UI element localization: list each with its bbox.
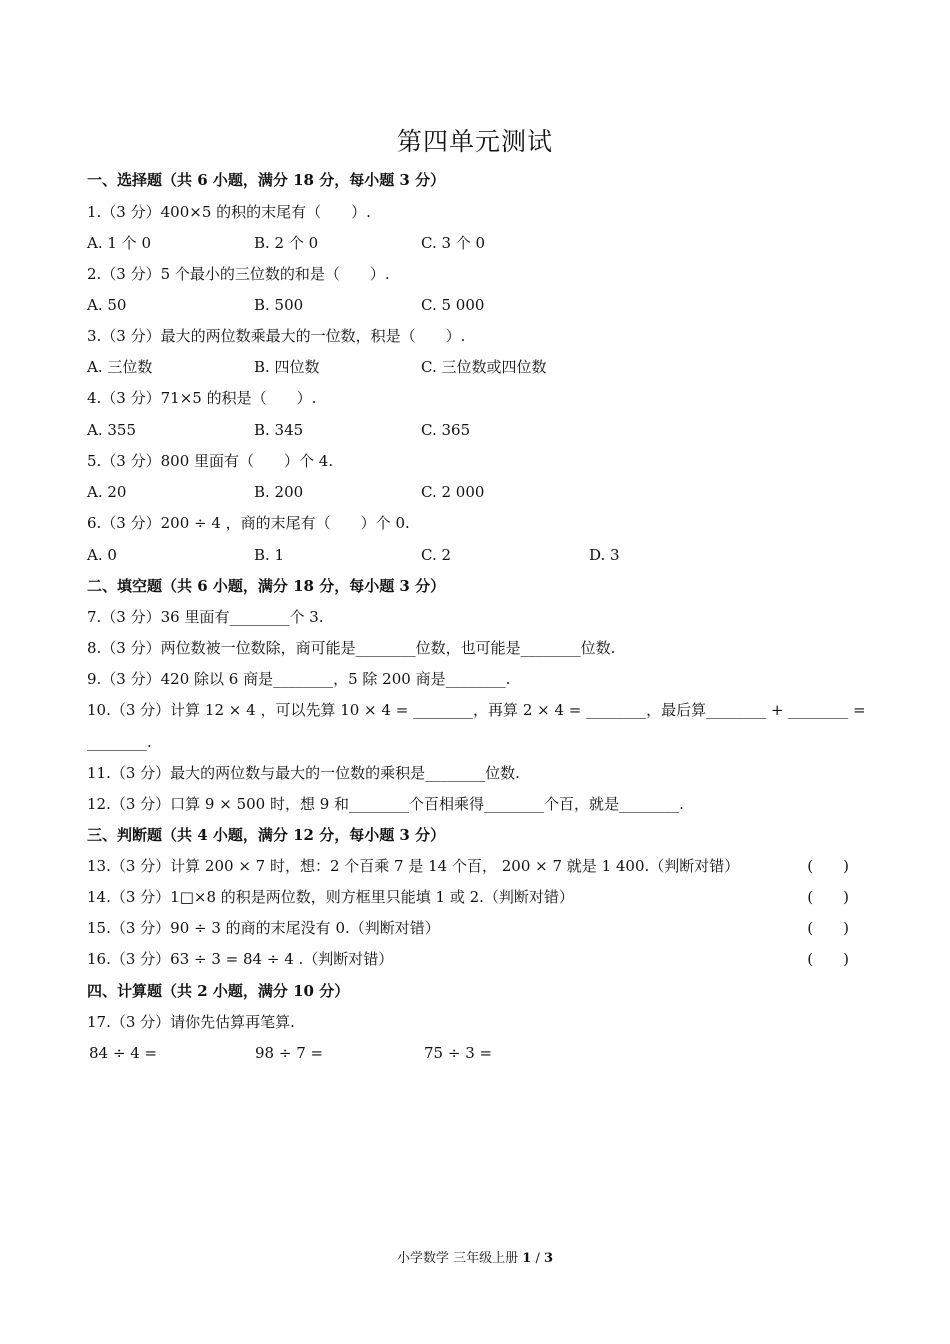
option-c[interactable]: C. 三位数或四位数 (421, 358, 547, 376)
options-5 (87, 482, 787, 502)
question-12: 12.（3 分）口算 9 × 500 时，想 9 和________个百相乘得________个百，就是________. (87, 795, 684, 813)
calc-items (87, 1043, 787, 1063)
question-11: 11.（3 分）最大的两位数与最大的一位数的乘积是________位数. (87, 764, 520, 782)
section-heading-judge: 三、判断题（共 4 小题，满分 12 分，每小题 3 分） (87, 826, 446, 844)
question-5: 5.（3 分）800 里面有（ ）个 4. (87, 452, 334, 470)
option-a[interactable]: A. 三位数 (87, 358, 153, 376)
calc-item-3: 75 ÷ 3 = (424, 1044, 493, 1062)
option-b[interactable]: B. 200 (254, 483, 304, 501)
answer-bracket-15[interactable]: ( ) (807, 919, 849, 937)
question-4: 4.（3 分）71×5 的积是（ ）. (87, 389, 317, 407)
answer-bracket-16[interactable]: ( ) (807, 950, 849, 968)
question-9: 9.（3 分）420 除以 6 商是________，5 除 200 商是________. (87, 670, 511, 688)
footer-page-number: 1 (522, 1251, 532, 1266)
question-16: 16.（3 分）63 ÷ 3 = 84 ÷ 4 .（判断对错） (87, 950, 394, 968)
question-8: 8.（3 分）两位数被一位数除，商可能是________位数，也可能是________位数. (87, 639, 616, 657)
footer-page-total: 3 (543, 1251, 554, 1266)
question-13: 13.（3 分）计算 200 × 7 时，想：2 个百乘 7 是 14 个百， 200 × 7 就是 1 400.（判断对错） (87, 857, 740, 875)
option-c[interactable]: C. 2 000 (421, 483, 485, 501)
question-6: 6.（3 分）200 ÷ 4 ，商的末尾有（ ）个 0. (87, 514, 410, 532)
option-b[interactable]: B. 345 (254, 421, 304, 439)
option-a[interactable]: A. 1 个 0 (87, 234, 151, 252)
section-heading-choice: 一、选择题（共 6 小题，满分 18 分，每小题 3 分） (87, 171, 446, 189)
option-c[interactable]: C. 3 个 0 (421, 234, 486, 252)
answer-bracket-13[interactable]: ( ) (807, 857, 849, 875)
options-1 (87, 233, 787, 253)
question-10: 10.（3 分）计算 12 × 4 ，可以先算 10 × 4 = ________，再算 2 × 4 = ________，最后算________ + ________ = (87, 701, 866, 719)
options-3 (87, 357, 787, 377)
option-a[interactable]: A. 20 (87, 483, 127, 501)
options-2 (87, 295, 787, 315)
options-4 (87, 420, 787, 440)
question-3: 3.（3 分）最大的两位数乘最大的一位数，积是（ ）. (87, 327, 466, 345)
footer-separator: / (531, 1251, 544, 1266)
question-10-continued: ________. (87, 733, 152, 751)
option-c[interactable]: C. 365 (421, 421, 471, 439)
option-a[interactable]: A. 0 (87, 546, 117, 564)
question-17: 17.（3 分）请你先估算再笔算. (87, 1013, 295, 1031)
option-c[interactable]: C. 5 000 (421, 296, 485, 314)
question-7: 7.（3 分）36 里面有________个 3. (87, 608, 324, 626)
question-14: 14.（3 分）1□×8 的积是两位数，则方框里只能填 1 或 2.（判断对错） (87, 888, 574, 906)
question-1: 1.（3 分）400×5 的积的末尾有（ ）. (87, 203, 371, 221)
option-a[interactable]: A. 50 (87, 296, 127, 314)
question-15: 15.（3 分）90 ÷ 3 的商的末尾没有 0.（判断对错） (87, 919, 440, 937)
option-c[interactable]: C. 2 (421, 546, 452, 564)
calc-item-2: 98 ÷ 7 = (255, 1044, 324, 1062)
option-b[interactable]: B. 1 (254, 546, 285, 564)
options-6 (87, 545, 787, 565)
option-b[interactable]: B. 2 个 0 (254, 234, 319, 252)
section-heading-fill: 二、填空题（共 6 小题，满分 18 分，每小题 3 分） (87, 577, 446, 595)
question-2: 2.（3 分）5 个最小的三位数的和是（ ）. (87, 265, 390, 283)
footer-text: 小学数学 三年级上册 (396, 1251, 519, 1266)
section-heading-calc: 四、计算题（共 2 小题，满分 10 分） (87, 982, 350, 1000)
option-d[interactable]: D. 3 (589, 546, 620, 564)
answer-bracket-14[interactable]: ( ) (807, 888, 849, 906)
calc-item-1: 84 ÷ 4 = (89, 1044, 158, 1062)
page-title: 第四单元测试 (396, 127, 553, 156)
option-a[interactable]: A. 355 (87, 421, 136, 439)
page-footer (0, 1247, 950, 1266)
option-b[interactable]: B. 500 (254, 296, 304, 314)
option-b[interactable]: B. 四位数 (254, 358, 320, 376)
